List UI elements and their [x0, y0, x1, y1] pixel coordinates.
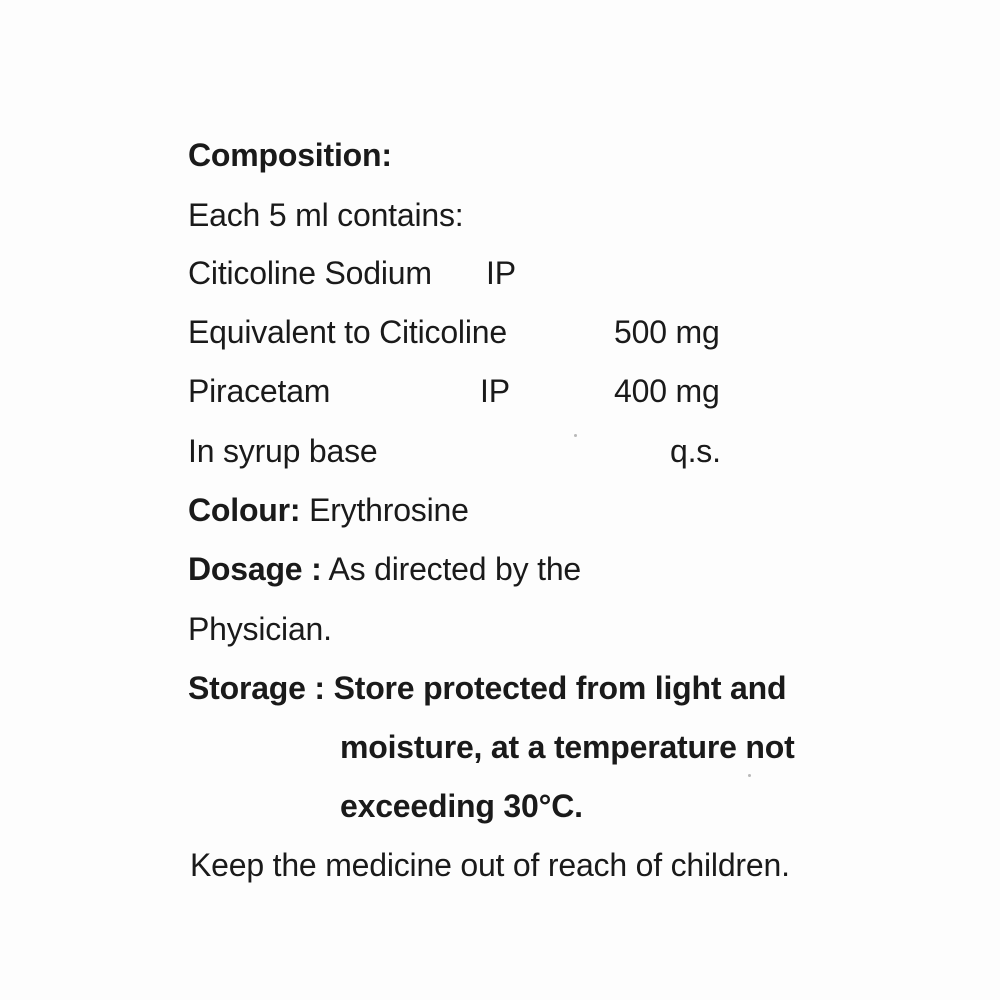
ingredient-name: Equivalent to Citicoline [188, 314, 507, 350]
colour-value: Erythrosine [309, 492, 469, 528]
ingredient-grade: IP [486, 255, 516, 291]
dosage-line [188, 549, 581, 589]
ingredient-quantity: q.s. [670, 433, 721, 469]
ingredient-quantity: 400 mg [614, 373, 720, 409]
colour-line [188, 490, 469, 530]
composition-heading: Composition: [188, 137, 392, 173]
ingredient-name: Piracetam [188, 373, 331, 409]
colour-label: Colour: [188, 492, 301, 528]
dosage-label: Dosage : [188, 551, 322, 587]
print-speck [574, 434, 577, 437]
ingredient-name: Citicoline Sodium [188, 255, 432, 291]
ingredient-quantity: 500 mg [614, 314, 720, 350]
storage-line-3: exceeding 30°C. [340, 788, 583, 824]
storage-line [188, 668, 786, 708]
dosage-value: As directed by the [328, 551, 582, 587]
ingredient-row-citicoline-sodium [188, 253, 516, 293]
ingredient-row-piracetam [188, 371, 720, 411]
ingredient-row-syrup-base [188, 431, 721, 471]
dosage-line-continued: Physician. [188, 611, 332, 647]
ingredient-row-equivalent-citicoline [188, 312, 720, 352]
storage-label: Storage : [188, 670, 325, 706]
child-safety-warning: Keep the medicine out of reach of children. [190, 847, 790, 883]
each-dose-line: Each 5 ml contains: [188, 197, 464, 233]
ingredient-grade: IP [480, 373, 510, 409]
storage-line-2: moisture, at a temperature not [340, 729, 795, 765]
storage-instruction: Store protected from light [333, 670, 722, 706]
ingredient-name: In syrup base [188, 433, 378, 469]
print-speck [748, 774, 751, 777]
storage-instruction-and: and [730, 670, 787, 706]
